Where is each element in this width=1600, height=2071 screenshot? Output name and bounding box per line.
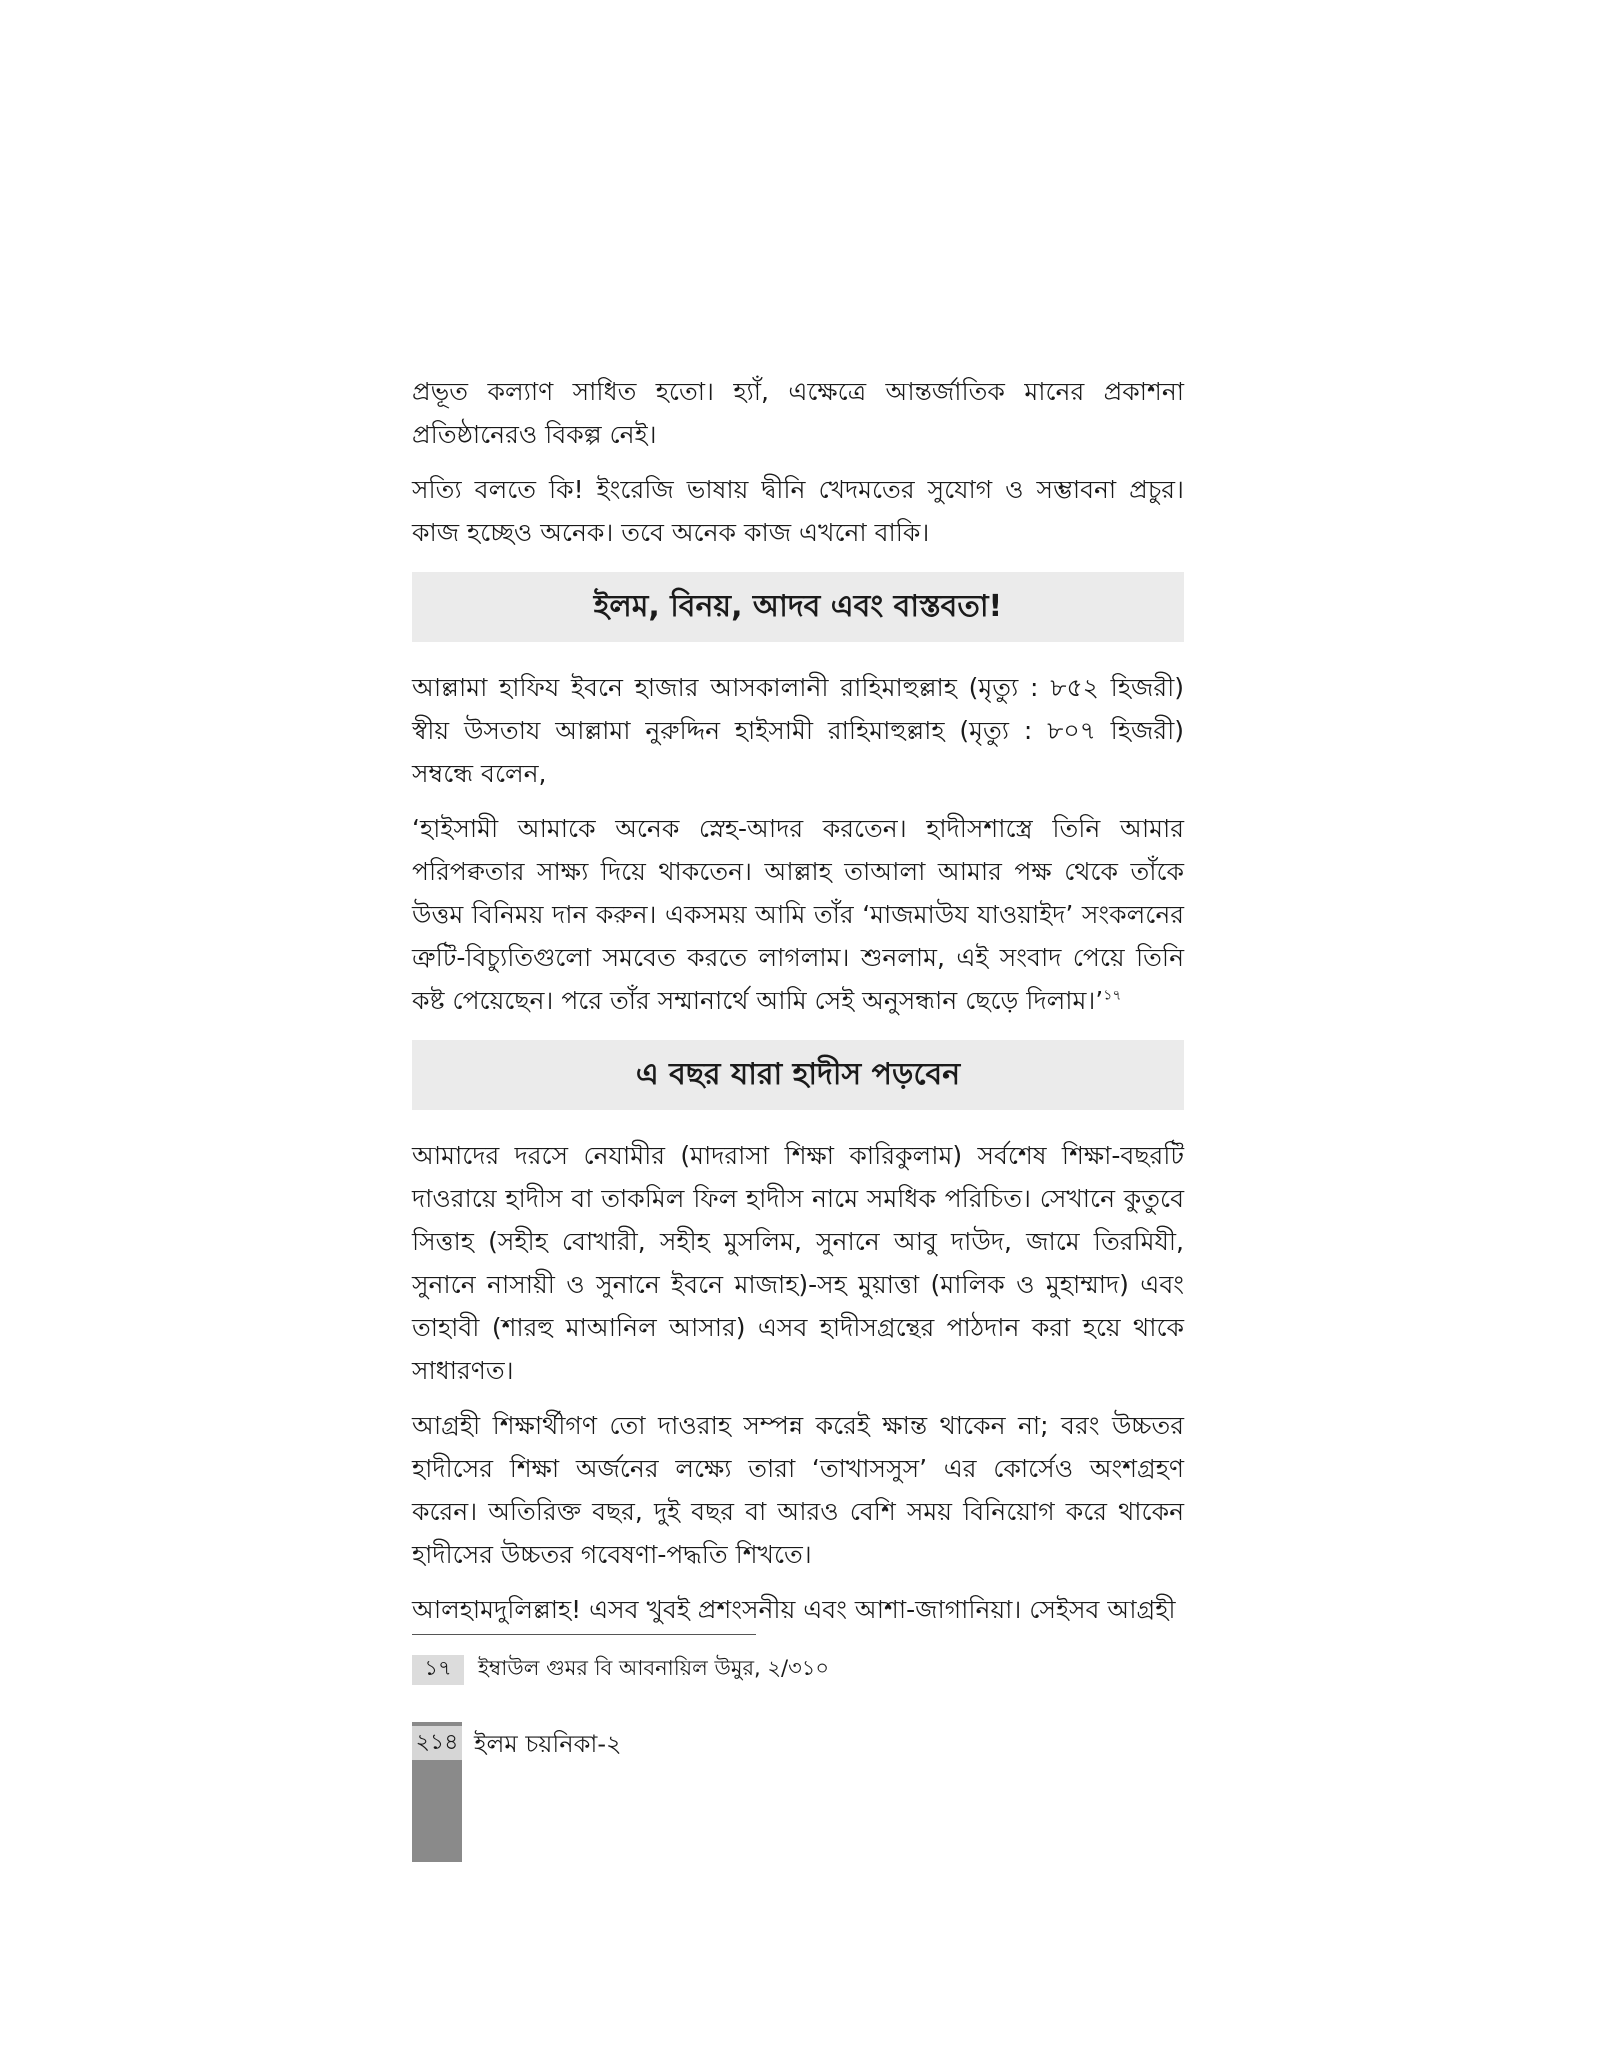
section-heading-hadith-students bbox=[412, 1040, 1184, 1110]
section-heading-humility bbox=[412, 572, 1184, 642]
quote-text: ‘হাইসামী আমাকে অনেক স্নেহ-আদর করতেন। হাদীসশাস্ত্রে তিনি আমার পরিপক্বতার সাক্ষ্য দিয়ে থাকতেন। আল্লাহ তাআলা আমার পক্ষ থেকে তাঁকে উত্তম বিনিময় দান করুন। একসময় আমি তাঁর ‘মাজমাউয যাওয়াইদ’ সংকলনের ত্রুটি-বিচ্যুতিগুলো সমবেত করতে লাগলাম। শুনলাম, এই সংবাদ পেয়ে তিনি কষ্ট পেয়েছেন। পরে তাঁর সম্মানার্থে আমি সেই অনুসন্ধান ছেড়ে দিলাম।’ bbox=[412, 814, 1184, 1015]
footnote-divider bbox=[412, 1634, 756, 1635]
footnote bbox=[412, 1652, 829, 1687]
footnote-number: ১৭ bbox=[412, 1655, 464, 1685]
footnote-reference: ১৭ bbox=[1103, 987, 1122, 1004]
page-footer bbox=[412, 1722, 1012, 1862]
section1-paragraph: আল্লামা হাফিয ইবনে হাজার আসকালানী রাহিমাহুল্লাহ (মৃত্যু : ৮৫২ হিজরী) স্বীয় উসতায আল্লামা নুরুদ্দিন হাইসামী রাহিমাহুল্লাহ (মৃত্যু : ৮০৭ হিজরী) সম্বন্ধে বলেন, bbox=[412, 673, 1184, 788]
section1-quote bbox=[412, 807, 1184, 1022]
footnote-text: ইম্বাউল গুমর বি আবনায়িল উমুর, ২/৩১০ bbox=[478, 1656, 830, 1680]
page-number: ২১৪ bbox=[412, 1722, 462, 1760]
section2-paragraph-2: আগ্রহী শিক্ষার্থীগণ তো দাওরাহ সম্পন্ন করেই ক্ষান্ত থাকেন না; বরং উচ্চতর হাদীসের শিক্ষা অর্জনের লক্ষ্যে তারা ‘তাখাসসুস’ এর কোর্সেও অংশগ্রহণ করেন। অতিরিক্ত বছর, দুই বছর বা আরও বেশি সময় বিনিয়োগ করে থাকেন হাদীসের উচ্চতর গবেষণা-পদ্ধতি শিখতে। bbox=[412, 1411, 1184, 1569]
page-body bbox=[412, 370, 1184, 1643]
book-title: ইলম চয়নিকা-২ bbox=[474, 1730, 622, 1758]
intro-paragraph-2: সত্যি বলতে কি! ইংরেজি ভাষায় দ্বীনি খেদমতের সুযোগ ও সম্ভাবনা প্রচুর। কাজ হচ্ছেও অনেক। তবে অনেক কাজ এখনো বাকি। bbox=[412, 475, 1184, 547]
section-heading-text: ইলম, বিনয়, আদব এবং বাস্তবতা! bbox=[593, 588, 1003, 624]
section2-paragraph-1: আমাদের দরসে নেযামীর (মাদরাসা শিক্ষা কারিকুলাম) সর্বশেষ শিক্ষা-বছরটি দাওরায়ে হাদীস বা তাকমিল ফিল হাদীস নামে সমধিক পরিচিত। সেখানে কুতুবে সিত্তাহ (সহীহ বোখারী, সহীহ মুসলিম, সুনানে আবু দাউদ, জামে তিরমিযী, সুনানে নাসায়ী ও সুনানে ইবনে মাজাহ)-সহ মুয়াত্তা (মালিক ও মুহাম্মাদ) এবং তাহাবী (শারহু মাআনিল আসার) এসব হাদীসগ্রন্থের পাঠদান করা হয়ে থাকে সাধারণত। bbox=[412, 1141, 1184, 1385]
section2-paragraph-3: আলহামদুলিল্লাহ! এসব খুবই প্রশংসনীয় এবং আশা-জাগানিয়া। সেইসব আগ্রহী bbox=[412, 1595, 1176, 1624]
intro-paragraph-1: প্রভূত কল্যাণ সাধিত হতো। হ্যাঁ, এক্ষেত্রে আন্তর্জাতিক মানের প্রকাশনা প্রতিষ্ঠানেরও বিকল্প নেই। bbox=[412, 377, 1184, 449]
section-heading-text: এ বছর যারা হাদীস পড়বেন bbox=[635, 1056, 961, 1092]
